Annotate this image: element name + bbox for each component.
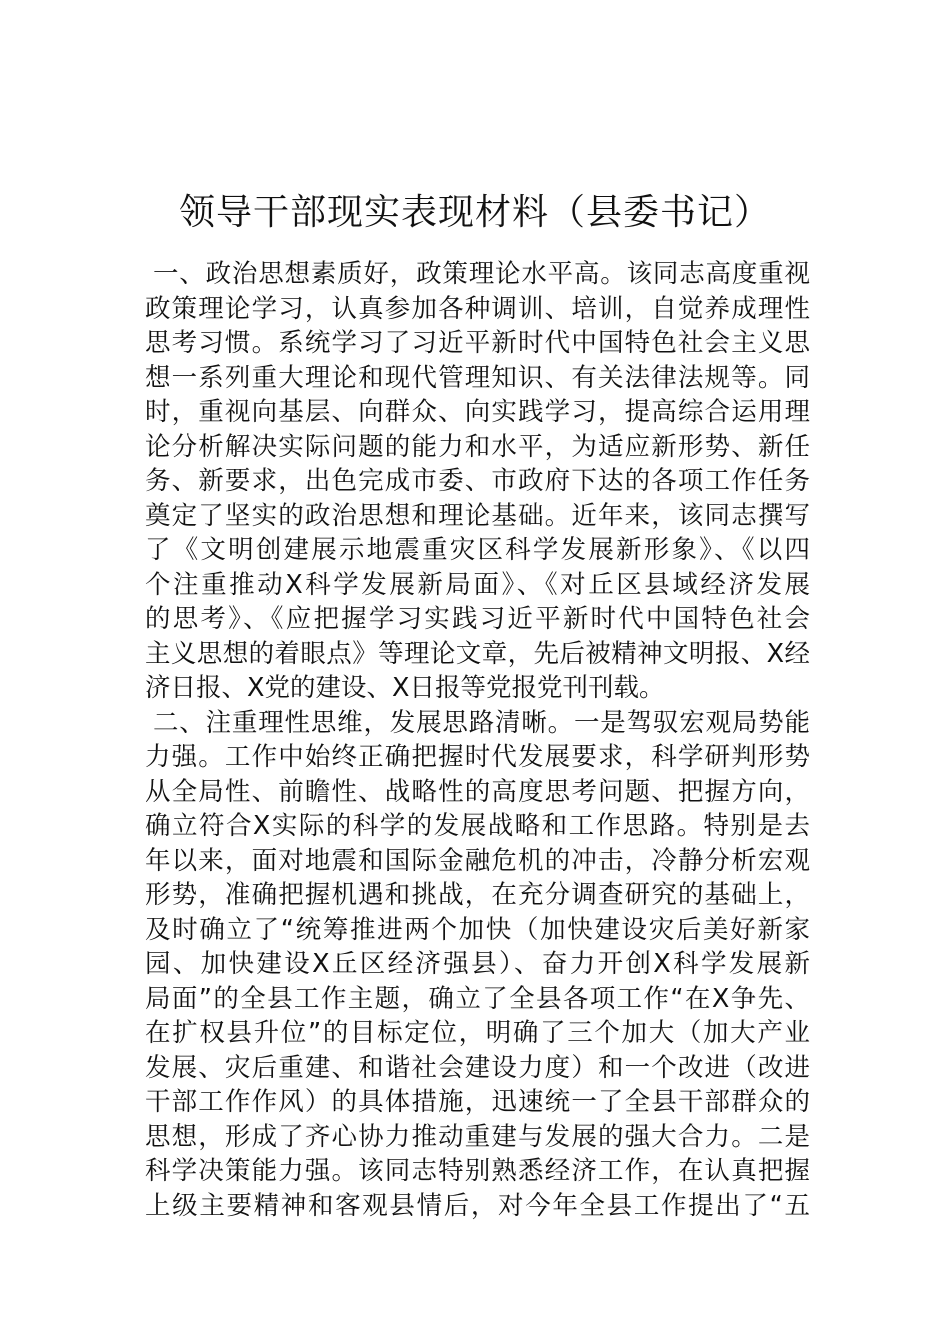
body-line: 论分析解决实际问题的能力和水平，为适应新形势、新任 (145, 431, 810, 462)
body-line: 从全局性、前瞻性、战略性的高度思考问题、把握方向， (145, 776, 810, 807)
body-line: 的思考》、《应把握学习实践习近平新时代中国特色社会 (145, 604, 810, 634)
body-line: 务、新要求，出色完成市委、市政府下达的各项工作任务 (145, 466, 810, 496)
body-line: 上级主要精神和客观县情后，对今年全县工作提出了“五 (145, 1190, 810, 1221)
body-line: 形势，准确把握机遇和挑战，在充分调查研究的基础上， (145, 880, 810, 910)
body-line: 干部工作作风）的具体措施，迅速统一了全县干部群众的 (145, 1087, 810, 1117)
body-line: 二、注重理性思维，发展思路清晰。一是驾驭宏观局势能 (153, 707, 810, 738)
body-line: 发展、灾后重建、和谐社会建设力度）和一个改进（改进 (145, 1052, 810, 1083)
body-line: 年以来，面对地震和国际金融危机的冲击，冷静分析宏观 (145, 845, 810, 876)
body-line: 科学决策能力强。该同志特别熟悉经济工作，在认真把握 (145, 1156, 810, 1186)
body-line: 想一系列重大理论和现代管理知识、有关法律法规等。同 (145, 362, 810, 393)
body-line: 政策理论学习，认真参加各种调训、培训，自觉养成理性 (145, 293, 810, 324)
document-title: 领导干部现实表现材料（县委书记） (178, 192, 771, 234)
document-body (145, 257, 810, 1223)
body-line: 确立符合X实际的科学的发展战略和工作思路。特别是去 (145, 811, 810, 841)
body-line: 一、政治思想素质好，政策理论水平高。该同志高度重视 (153, 259, 810, 289)
body-line: 了《文明创建展示地震重灾区科学发展新形象》、《以四 (145, 535, 810, 565)
body-line: 个注重推动X科学发展新局面》、《对丘区县域经济发展 (145, 569, 810, 600)
body-line: 及时确立了“统筹推进两个加快（加快建设灾后美好新家 (145, 914, 810, 945)
body-line: 力强。工作中始终正确把握时代发展要求，科学研判形势 (145, 742, 810, 772)
body-line: 主义思想的着眼点》等理论文章，先后被精神文明报、X经 (145, 638, 810, 669)
body-line: 园、加快建设X丘区经济强县）、奋力开创X科学发展新 (145, 949, 810, 979)
body-line: 奠定了坚实的政治思想和理论基础。近年来，该同志撰写 (145, 500, 810, 531)
body-line: 局面”的全县工作主题，确立了全县各项工作“在X争先、 (145, 983, 810, 1014)
body-line: 思想，形成了齐心协力推动重建与发展的强大合力。二是 (145, 1121, 810, 1152)
body-line: 济日报、X党的建设、X日报等党报党刊刊载。 (145, 673, 665, 703)
body-line: 时，重视向基层、向群众、向实践学习，提高综合运用理 (145, 397, 810, 427)
body-line: 在扩权县升位”的目标定位，明确了三个加大（加大产业 (145, 1018, 810, 1048)
body-line: 思考习惯。系统学习了习近平新时代中国特色社会主义思 (145, 328, 810, 358)
